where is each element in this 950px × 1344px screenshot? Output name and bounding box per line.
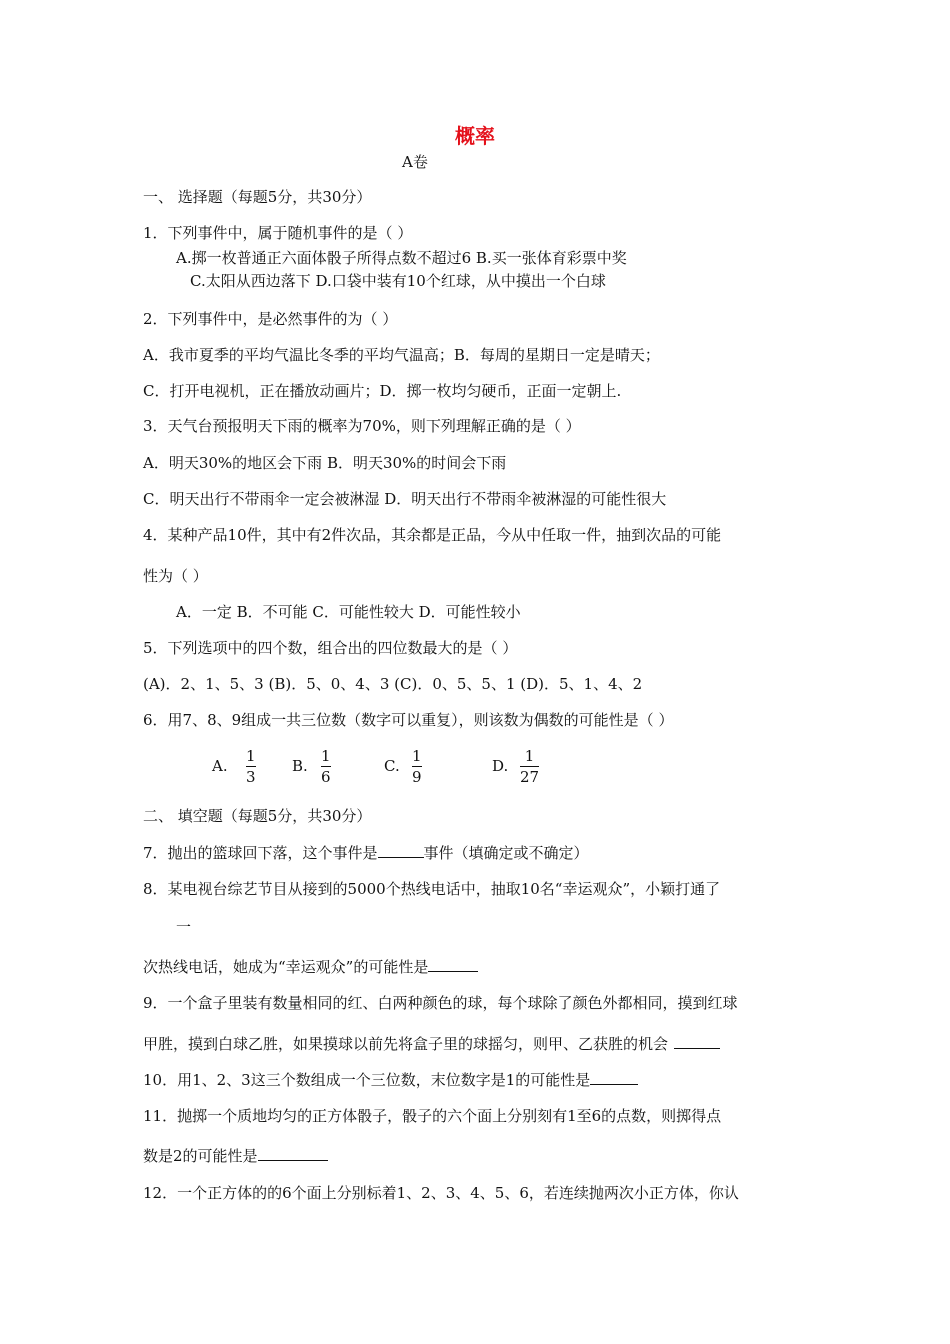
section-heading-fill: 二、 填空题（每题5分，共30分） bbox=[143, 807, 372, 825]
q6-option-b-fraction bbox=[321, 747, 331, 786]
q6-option-c-label: C. bbox=[384, 757, 400, 775]
answer-blank[interactable] bbox=[378, 843, 424, 858]
answer-blank[interactable] bbox=[428, 957, 478, 972]
question-10 bbox=[143, 1070, 638, 1090]
question-4-options: A．一定 B．不可能 C．可能性较大 D．可能性较小 bbox=[176, 603, 521, 621]
question-9-text: 甲胜，摸到白球乙胜，如果摸球以前先将盒子里的球摇匀，则甲、乙获胜的机会 bbox=[143, 1035, 669, 1053]
question-10-text: 10．用1、2、3这三个数组成一个三位数，末位数字是1的可能性是 bbox=[143, 1071, 591, 1089]
question-7-text: 7．抛出的篮球回下落，这个事件是 bbox=[143, 844, 378, 862]
q6-option-d-label: D. bbox=[492, 757, 509, 775]
question-5-stem: 5．下列选项中的四个数，组合出的四位数最大的是（ ） bbox=[143, 639, 518, 657]
question-8-line-1: 8．某电视台综艺节目从接到的5000个热线电话中，抽取10名“幸运观众”，小颖打通了 bbox=[143, 880, 721, 898]
question-1-options-a: A.掷一枚普通正六面体骰子所得点数不超过6 B.买一张体育彩票中奖 bbox=[176, 249, 627, 267]
question-3-options-b: C．明天出行不带雨伞一定会被淋湿 D．明天出行不带雨伞被淋湿的可能性很大 bbox=[143, 490, 667, 508]
q6-option-a-label: A. bbox=[212, 757, 228, 775]
fraction-numerator: 1 bbox=[524, 747, 535, 765]
question-8-line-2: 一 bbox=[176, 918, 192, 936]
fraction-numerator: 1 bbox=[246, 747, 256, 765]
paper-subtitle: A卷 bbox=[402, 153, 428, 171]
question-7-text-end: 事件（填确定或不确定） bbox=[423, 844, 589, 862]
question-2-options-b: C．打开电视机，正在播放动画片；D．掷一枚均匀硬币，正面一定朝上. bbox=[143, 382, 622, 400]
question-7 bbox=[143, 843, 589, 863]
question-3-options-a: A．明天30%的地区会下雨 B．明天30%的时间会下雨 bbox=[143, 454, 507, 472]
question-8-text: 次热线电话，她成为“幸运观众”的可能性是 bbox=[143, 958, 429, 976]
question-2-stem: 2．下列事件中，是必然事件的为（ ） bbox=[143, 310, 398, 328]
q6-option-d-fraction bbox=[520, 747, 539, 786]
answer-blank[interactable] bbox=[258, 1146, 328, 1161]
answer-blank[interactable] bbox=[674, 1034, 720, 1049]
question-2-options-a: A．我市夏季的平均气温比冬季的平均气温高；B．每周的星期日一定是晴天； bbox=[143, 346, 660, 364]
q6-option-b-label: B. bbox=[292, 757, 308, 775]
section-heading-choice: 一、 选择题（每题5分，共30分） bbox=[143, 188, 372, 206]
question-11-text: 数是2的可能性是 bbox=[143, 1147, 258, 1165]
question-4-stem-cont: 性为（ ） bbox=[143, 567, 208, 585]
fraction-numerator: 1 bbox=[412, 747, 422, 765]
question-8-line-3 bbox=[143, 957, 478, 977]
fraction-denominator: 6 bbox=[321, 768, 331, 786]
question-12-line-1: 12．一个正方体的的6个面上分别标着1、2、3、4、5、6，若连续抛两次小正方体，你认 bbox=[143, 1184, 739, 1202]
question-6-stem: 6．用7、8、9组成一共三位数（数字可以重复），则该数为偶数的可能性是（ ） bbox=[143, 711, 674, 729]
fraction-denominator: 9 bbox=[412, 768, 422, 786]
question-11-line-2 bbox=[143, 1146, 328, 1166]
fraction-denominator: 3 bbox=[246, 768, 256, 786]
q6-option-c-fraction bbox=[412, 747, 422, 786]
q6-option-a-fraction bbox=[246, 747, 256, 786]
answer-blank[interactable] bbox=[590, 1070, 638, 1085]
question-9-line-1: 9．一个盒子里装有数量相同的红、白两种颜色的球，每个球除了颜色外都相同，摸到红球 bbox=[143, 994, 738, 1012]
page-title: 概率 bbox=[455, 124, 495, 148]
question-5-options: (A)．2、1、5、3 (B)．5、0、4、3 (C)．0、5、5、1 (D)．5、1、4、2 bbox=[143, 675, 643, 693]
question-1-options-b: C.太阳从西边落下 D.口袋中装有10个红球，从中摸出一个白球 bbox=[190, 272, 606, 290]
question-11-line-1: 11．抛掷一个质地均匀的正方体骰子，骰子的六个面上分别刻有1至6的点数，则掷得点 bbox=[143, 1107, 722, 1125]
question-3-stem: 3．天气台预报明天下雨的概率为70%，则下列理解正确的是（ ） bbox=[143, 417, 581, 435]
question-9-line-2 bbox=[143, 1034, 720, 1054]
fraction-numerator: 1 bbox=[321, 747, 331, 765]
question-4-stem: 4．某种产品10件，其中有2件次品，其余都是正品，今从中任取一件，抽到次品的可能 bbox=[143, 526, 722, 544]
fraction-denominator: 27 bbox=[520, 768, 540, 786]
question-1-stem: 1．下列事件中，属于随机事件的是（ ） bbox=[143, 224, 413, 242]
